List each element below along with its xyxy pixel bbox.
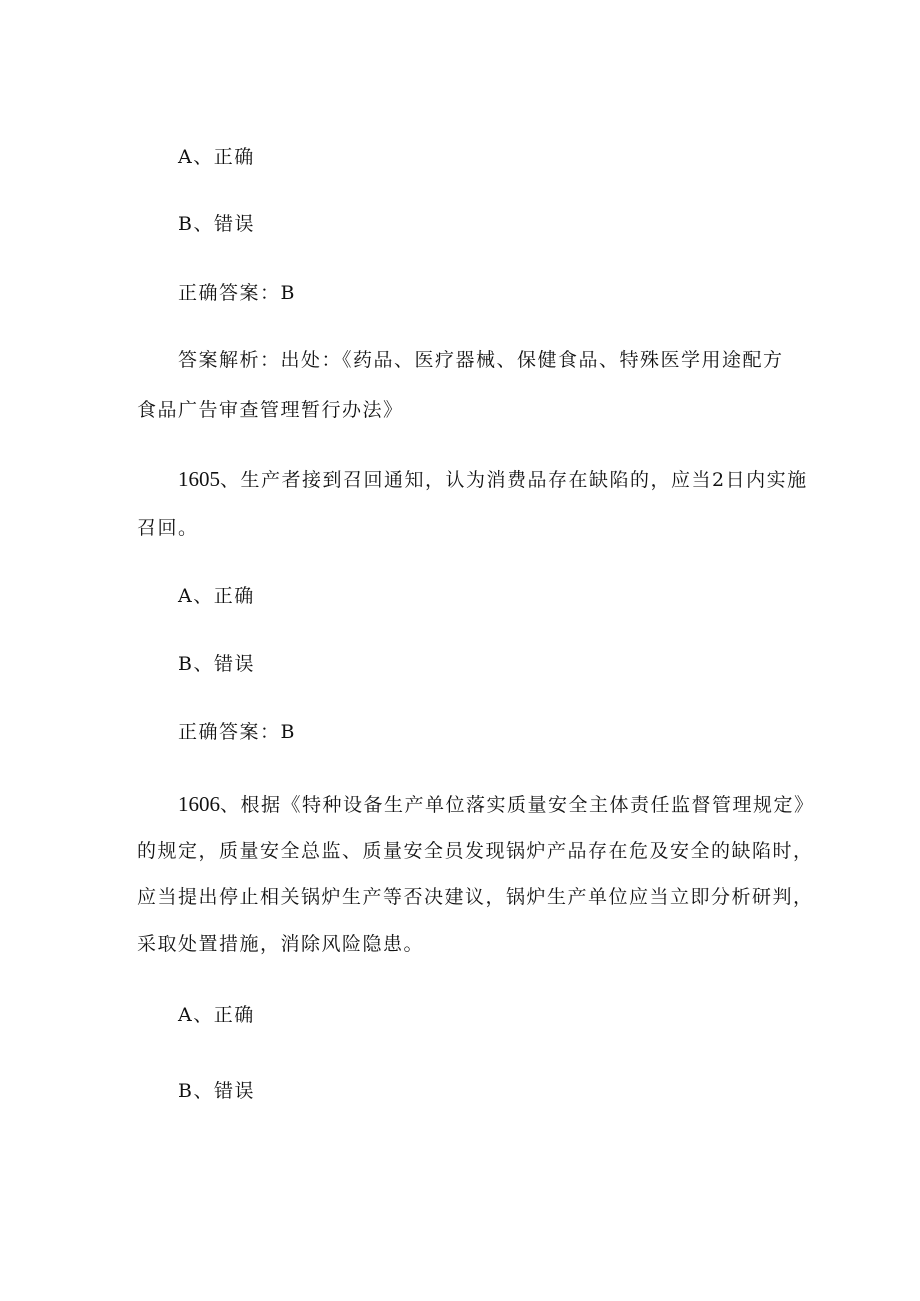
option-b: B、错误 bbox=[178, 653, 255, 675]
answer-analysis-line-1: 答案解析：出处：《药品、医疗器械、保健食品、特殊医学用途配方 bbox=[178, 349, 784, 371]
question-1606-line-4: 采取处置措施，消除风险隐患。 bbox=[137, 933, 425, 955]
question-1606-line-3: 应当提出停止相关锅炉生产等否决建议，锅炉生产单位应当立即分析研判， bbox=[137, 886, 814, 908]
option-b: B、错误 bbox=[178, 213, 255, 235]
correct-answer: 正确答案：B bbox=[178, 721, 296, 743]
question-1606-line-2: 的规定，质量安全总监、质量安全员发现锅炉产品存在危及安全的缺陷时， bbox=[137, 840, 814, 862]
correct-answer: 正确答案：B bbox=[178, 282, 296, 304]
question-1605-line-2: 召回。 bbox=[137, 517, 199, 539]
option-a: A、正确 bbox=[178, 1004, 255, 1026]
question-1606-line-1 bbox=[178, 792, 815, 817]
question-text: 、生产者接到召回通知，认为消费品存在缺陷的，应当2日内实施 bbox=[220, 469, 808, 491]
answer-analysis-line-2: 食品广告审查管理暂行办法》 bbox=[137, 399, 404, 421]
question-1605-line-1 bbox=[178, 467, 808, 492]
option-a: A、正确 bbox=[178, 585, 255, 607]
option-b: B、错误 bbox=[178, 1080, 255, 1102]
question-number: 1606 bbox=[178, 792, 220, 816]
option-a: A、正确 bbox=[178, 146, 255, 168]
question-text: 、根据《特种设备生产单位落实质量安全主体责任监督管理规定》 bbox=[220, 794, 815, 816]
question-number: 1605 bbox=[178, 467, 220, 491]
